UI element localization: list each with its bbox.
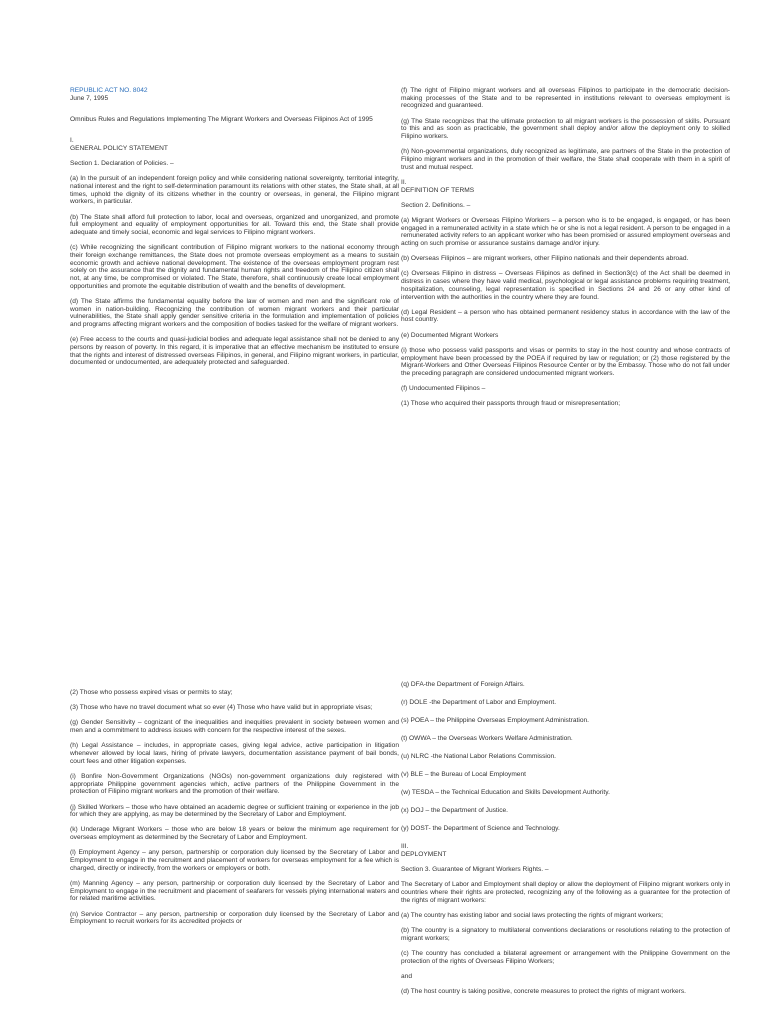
paragraph: (f) Undocumented Filipinos – bbox=[401, 385, 486, 393]
paragraph: (2) Those who possess expired visas or permits to stay; bbox=[70, 689, 233, 696]
list-item: (u) NLRC -the National Labor Relations Commission. bbox=[401, 753, 557, 760]
act-number-link[interactable]: REPUBLIC ACT NO. 8042 bbox=[70, 87, 148, 94]
paragraph: (m) Manning Agency – any person, partnership or corporation duly licensed by the Secretary of Labor and Employment to engage in the recruitment and placement of seafarers for vessels plying international waters and for related maritime activities. bbox=[70, 879, 399, 903]
paragraph: (k) Underage Migrant Workers – those who are below 18 years or below the minimum age requirement for overseas employment as determined by the Secretary of Labor and Employment. bbox=[70, 826, 399, 842]
list-item: (t) OWWA – the Overseas Workers Welfare Administration. bbox=[401, 735, 573, 742]
part-title: GENERAL POLICY STATEMENT bbox=[70, 144, 168, 152]
column-bottom-right bbox=[401, 681, 730, 1003]
paragraph: (c) The country has concluded a bilateral agreement or arrangement with the Philippine Government on the protection of the rights of Overseas Filipino Workers; bbox=[401, 949, 730, 965]
paragraph: (g) Gender Sensitivity – cognizant of the inequalities and inequities prevalent in society between women and men and a commitment to address issues with concern for the respective interest of the sexes. bbox=[70, 719, 399, 735]
part-number: II. bbox=[401, 178, 407, 186]
paragraph: (b) The State shall afford full protection to labor, local and overseas, organized and unorganized, and promote full employment and equality of employment opportunities for all. Toward this end, the State shall provide adequate and timely social, economic and legal services to Filipino migrant workers. bbox=[70, 213, 399, 236]
paragraph: (d) Legal Resident – a person who has obtained permanent residency status in accordance with the law of the host country. bbox=[401, 308, 730, 324]
paragraph: (b) Overseas Filipinos – are migrant workers, other Filipino nationals and their dependents abroad. bbox=[401, 255, 689, 263]
paragraph: (h) Legal Assistance – includes, in appropriate cases, giving legal advice, active participation in litigation whenever allowed by local laws, hiring of private lawyers, documentation assistance payment of bail bonds, court fees and other litigation expenses. bbox=[70, 742, 399, 765]
part-title: DEFINITION OF TERMS bbox=[401, 186, 475, 194]
paragraph: (l) Employment Agency – any person, partnership or corporation duly licensed by the Secretary of Labor and Employment to engage in the recruitment and placement of workers for overseas employment for a fee which is charged, directly or indirectly, from the workers or employers or both. bbox=[70, 849, 399, 872]
paragraph: (g) The State recognizes that the ultimate protection to all migrant workers is the possession of skills. Pursuant to this and as soon as practicable, the government shall deploy and/or allow the deployment only to skilled Filipino workers. bbox=[401, 117, 730, 141]
paragraph: (d) The State affirms the fundamental equality before the law of women and men and the significant role of women in nation-building. Recognizing the contribution of women migrant workers and their particular vulnerabilities, the State shall apply gender sensitive criteria in the formulation and implementation of policies and programs affecting migrant workers and the composition of bodies tasked for the welfare of migrant workers. bbox=[70, 297, 399, 328]
paragraph: (c) While recognizing the significant contribution of Filipino migrant workers to the national economy through their foreign exchange remittances, the State does not promote overseas employment as a means to sustain economic growth and achieve national development. The existence of the overseas employment program rest solely on the assurance that the dignity and fundamental human rights and freedom of the Filipino citizen shall not, at any time, be compromised or violated. The State, therefore, shall continuously create local employment opportunities and promote the equitable distribution of wealth and the benefits of development. bbox=[70, 244, 399, 290]
column-top-left bbox=[70, 87, 399, 374]
paragraph: (a) Migrant Workers or Overseas Filipino Workers – a person who is to be engaged, is engaged, or has been engaged in a remunerated activity in a state which he or she is not a legal resident. A person to be engaged in a remunerated activity refers to an applicant worker who has been promised or assured employment overseas and acting on such promise or assurance sustains damage and/or injury. bbox=[401, 216, 730, 248]
list-item: (q) DFA-the Department of Foreign Affairs. bbox=[401, 681, 525, 688]
document-title: Omnibus Rules and Regulations Implementing The Migrant Workers and Overseas Filipinos Act of 1995 bbox=[70, 115, 373, 123]
list-item: (y) DOST- the Department of Science and Technology. bbox=[401, 825, 560, 832]
paragraph: (h) Non-governmental organizations, duly recognized as legitimate, are partners of the State in the protection of Filipino migrant workers and in the promotion of their welfare, the State shall cooperate with them in a spirit of trust and mutual respect. bbox=[401, 148, 730, 171]
paragraph: (i) Bonfire Non-Government Organizations (NGOs) non-government organizations duly registered with appropriate Philippine government agencies which, active partners of the Philippine Government in the protection of Filipino migrant workers and the promotion of their welfare. bbox=[70, 772, 399, 796]
paragraph: (e) Free access to the courts and quasi-judicial bodies and adequate legal assistance shall not be denied to any persons by reason of poverty. In this regard, it is imperative that an effective mechanism be instituted to ensure that the rights and interest of distressed overseas Filipinos, in general, and Filipino migrant workers, in particular, documented or undocumented, are adequately protected and safeguarded. bbox=[70, 336, 399, 367]
paragraph: (j) Skilled Workers – those who have obtained an academic degree or sufficient training or experience in the job for which they are applying, as may be determined by the Secretary of Labor and Employment. bbox=[70, 803, 399, 819]
paragraph: (a) In the pursuit of an independent foreign policy and while considering national sovereignty, territorial integrity, national interest and the right to self-determination paramount its relations with other states, the State shall, at all times, uphold the dignity of its citizens whether in the country or overseas, in general, the Filipino migrant workers, in particular. bbox=[70, 175, 399, 206]
section-title: Section 1. Declaration of Policies. – bbox=[70, 160, 174, 168]
list-item: (r) DOLE -the Department of Labor and Employment. bbox=[401, 699, 557, 706]
paragraph: The Secretary of Labor and Employment shall deploy or allow the deployment of Filipino migrant workers only in countries where their rights are protected, recognizing any of the following as a guarantee for the protection of the rights of migrant workers: bbox=[401, 881, 730, 904]
column-top-right bbox=[401, 87, 730, 416]
paragraph: (b) The country is a signatory to multilateral conventions declarations or resolutions relating to the protection of migrant workers; bbox=[401, 926, 730, 942]
part-title: DEPLOYMENT bbox=[401, 850, 447, 858]
list-item: (s) POEA – the Philippine Overseas Employment Administration. bbox=[401, 717, 590, 724]
paragraph: (3) Those who have no travel document what so ever (4) Those who have valid but in appropriate visas; bbox=[70, 704, 373, 712]
act-date: June 7, 1995 bbox=[70, 94, 109, 102]
section-title: Section 2. Definitions. – bbox=[401, 201, 471, 209]
part-number: III. bbox=[401, 843, 409, 850]
paragraph: (1) Those who acquired their passports through fraud or misrepresentation; bbox=[401, 400, 621, 408]
paragraph: and bbox=[401, 972, 413, 980]
list-item: (x) DOJ – the Department of Justice. bbox=[401, 807, 509, 814]
paragraph: (a) The country has existing labor and social laws protecting the rights of migrant workers; bbox=[401, 911, 663, 919]
paragraph: (e) Documented Migrant Workers bbox=[401, 331, 499, 339]
paragraph: (c) Overseas Filipino in distress – Overseas Filipinos as defined in Section3(c) of the Act shall be deemed in distress in cases where they have valid medical, psychological or legal assistance problems requiring treatment, hospitalization, counseling, legal representation is specified in Sections 24 and 26 or any other kind of intervention with the authorities in the country where they are found. bbox=[401, 270, 730, 301]
paragraph: (d) The host country is taking positive, concrete measures to protect the rights of migrant workers. bbox=[401, 987, 686, 995]
paragraph: (f) The right of Filipino migrant workers and all overseas Filipinos to participate in the democratic decision-making processes of the State and to be represented in institutions relevant to overseas employment is recognized and guaranteed. bbox=[401, 87, 730, 110]
list-item: (w) TESDA – the Technical Education and Skills Development Authority. bbox=[401, 789, 610, 796]
paragraph: (n) Service Contractor – any person, partnership or corporation duly licensed by the Secretary of Labor and Employment to recruit workers for its accredited projects or bbox=[70, 910, 399, 926]
part-number: I. bbox=[70, 137, 74, 145]
list-item: (v) BLE – the Bureau of Local Employment bbox=[401, 771, 526, 778]
section-title: Section 3. Guarantee of Migrant Workers Rights. – bbox=[401, 865, 549, 873]
paragraph: (i) those who possess valid passports and visas or permits to stay in the host country and whose contracts of employment have been processed by the POEA if required by law or regulation; or (2) those registered by the Migrant-Workers and Other Overseas Filipinos Resource Center or by the Embassy. Those who do not fall under the preceding paragraph are considered undocumented migrant workers. bbox=[401, 346, 730, 377]
column-bottom-left bbox=[70, 689, 399, 933]
